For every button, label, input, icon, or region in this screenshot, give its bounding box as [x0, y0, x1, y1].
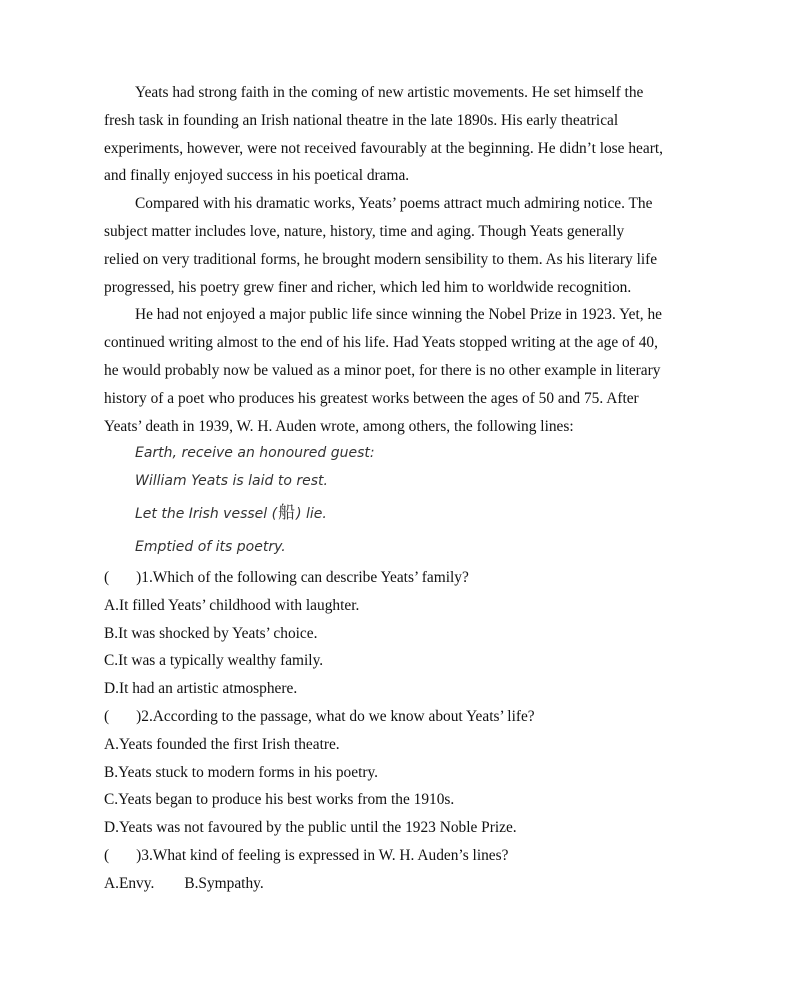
text-line: history of a poet who produces his greatest works between the ages of 50 and 75. After [104, 389, 639, 407]
answer-blank-open: ( [104, 846, 110, 864]
poem-text: ) lie. [296, 505, 327, 522]
text-line: progressed, his poetry grew finer and richer, which led him to worldwide recognition. [104, 278, 632, 296]
option: A.Envy. [104, 874, 155, 892]
text-line: continued writing almost to the end of his life. Had Yeats stopped writing at the age of 40, [104, 334, 658, 352]
option: D.Yeats was not favoured by the public until the 1923 Noble Prize. [104, 819, 517, 837]
text-line: he would probably now be valued as a minor poet, for there is no other example in literary [104, 361, 661, 379]
option-row [104, 870, 694, 898]
option: B.Sympathy. [184, 874, 264, 892]
question-stem [104, 842, 694, 870]
poem-text: Let the Irish vessel ( [135, 505, 278, 522]
option: D.It had an artistic atmosphere. [104, 680, 298, 698]
question-stem [104, 564, 694, 592]
question-text: )3.What kind of feeling is expressed in W. H. Auden’s lines? [136, 846, 509, 864]
text-line: Yeats had strong faith in the coming of new artistic movements. He set himself the [135, 84, 644, 101]
question-2 [104, 703, 694, 842]
poem-quote [104, 440, 694, 564]
ship-gloss: 船 [278, 502, 296, 523]
question-text: )2.According to the passage, what do we know about Yeats’ life? [136, 707, 535, 725]
text-line: and finally enjoyed success in his poetical drama. [104, 167, 410, 185]
option: C.It was a typically wealthy family. [104, 652, 324, 670]
option: A.Yeats founded the first Irish theatre. [104, 735, 340, 753]
text-line: Compared with his dramatic works, Yeats’ poems attract much admiring notice. The [135, 195, 653, 213]
text-line: experiments, however, were not received favourably at the beginning. He didn’t lose heart, [104, 139, 663, 157]
question-3 [104, 842, 694, 898]
option: B.It was shocked by Yeats’ choice. [104, 624, 318, 642]
text-line: fresh task in founding an Irish national theatre in the late 1890s. His early theatrical [104, 111, 619, 129]
poem-line: William Yeats is laid to rest. [135, 473, 328, 490]
answer-blank-open: ( [104, 707, 110, 725]
paragraph-1 [104, 79, 694, 190]
poem-line [104, 496, 694, 530]
option: A.It filled Yeats’ childhood with laughter. [104, 596, 360, 614]
option: C.Yeats began to produce his best works from the 1910s. [104, 791, 455, 809]
poem-line: Earth, receive an honoured guest: [135, 445, 375, 462]
answer-blank-open: ( [104, 568, 110, 586]
paragraph-3 [104, 301, 694, 440]
question-stem [104, 703, 694, 731]
document-page [104, 79, 694, 898]
poem-line: Emptied of its poetry. [135, 538, 286, 555]
text-line: He had not enjoyed a major public life since winning the Nobel Prize in 1923. Yet, he [135, 306, 663, 324]
text-line: Yeats’ death in 1939, W. H. Auden wrote, among others, the following lines: [104, 417, 574, 435]
paragraph-2 [104, 190, 694, 301]
question-1 [104, 564, 694, 703]
text-line: relied on very traditional forms, he brought modern sensibility to them. As his literary life [104, 250, 658, 268]
question-text: )1.Which of the following can describe Yeats’ family? [136, 568, 469, 586]
text-line: subject matter includes love, nature, history, time and aging. Though Yeats generally [104, 222, 625, 240]
option: B.Yeats stuck to modern forms in his poetry. [104, 763, 379, 781]
